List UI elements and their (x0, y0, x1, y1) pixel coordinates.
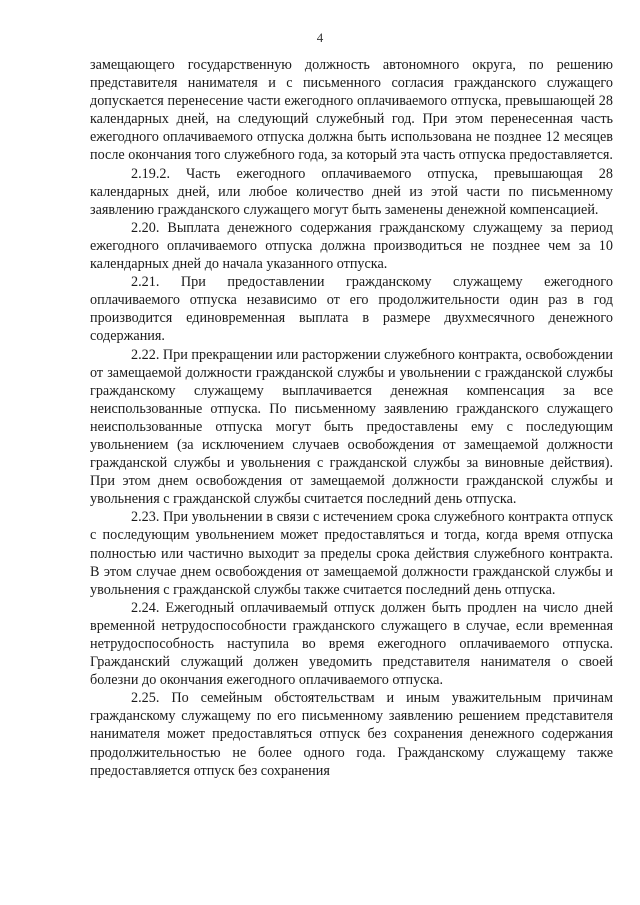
paragraph-2-19-2: 2.19.2. Часть ежегодного оплачиваемого отпуска, превышающая 28 календарных дней, или любое количество дней из этой части по письменному заявлению гражданского служащего могут быть заменены денежной компенсацией. (90, 165, 613, 218)
paragraph-2-24: 2.24. Ежегодный оплачиваемый отпуск должен быть продлен на число дней временной нетрудоспособности гражданского служащего в случае, если временная нетрудоспособность наступила во время ежегодного оплачиваемого отпуска. Гражданский служащий должен уведомить представителя нанимателя о своей болезни до окончания ежегодного оплачиваемого отпуска. (90, 599, 613, 689)
document-body (90, 56, 613, 780)
paragraph-continuation: замещающего государственную должность автономного округа, по решению представителя нанимателя и с письменного согласия гражданского служащего допускается перенесение части ежегодного оплачиваемого отпуска, превышающей 28 календарных дней, на следующий служебный год. При этом перенесенная часть ежегодного оплачиваемого отпуска должна быть использована не позднее 12 месяцев после окончания того служебного года, за который эта часть отпуска предоставляется. (90, 57, 613, 164)
paragraph-2-20: 2.20. Выплата денежного содержания гражданскому служащему за период ежегодного оплачиваемого отпуска должна производиться не позднее чем за 10 календарных дней до начала указанного отпуска. (90, 219, 613, 273)
paragraph-2-25: 2.25. По семейным обстоятельствам и иным уважительным причинам гражданскому служащему по его письменному заявлению решением представителя нанимателя может предоставляться отпуск без сохранения денежного содержания продолжительностью не более одного года. Гражданскому служащему также предоставляется отпуск без сохранения (90, 690, 613, 779)
paragraph-2-23: 2.23. При увольнении в связи с истечением срока служебного контракта отпуск с последующим увольнением может предоставляться и тогда, когда время отпуска полностью или частично выходит за пределы срока действия служебного контракта. В этом случае днем освобождения от замещаемой должности гражданской службы и увольнения с гражданской службы также считается последний день отпуска. (90, 509, 613, 598)
page-number: 4 (316, 30, 324, 45)
paragraph-2-22: 2.22. При прекращении или расторжении служебного контракта, освобождении от замещаемой должности гражданской службы и увольнении с гражданской службы гражданскому служащему выплачивается денежная компенсация за все неиспользованные отпуска. По письменному заявлению гражданского служащего неиспользованные отпуска могут быть предоставлены ему с последующим увольнением (за исключением случаев освобождения от замещаемой должности гражданской службы и увольнения с гражданской службы за виновные действия). При этом днем освобождения от замещаемой должности гражданской службы и увольнения с гражданской службы считается последний день отпуска. (90, 346, 613, 508)
paragraph-2-21: 2.21. При предоставлении гражданскому служащему ежегодного оплачиваемого отпуска независимо от его продолжительности один раз в год производится единовременная выплата в размере двухмесячного денежного содержания. (90, 274, 613, 345)
